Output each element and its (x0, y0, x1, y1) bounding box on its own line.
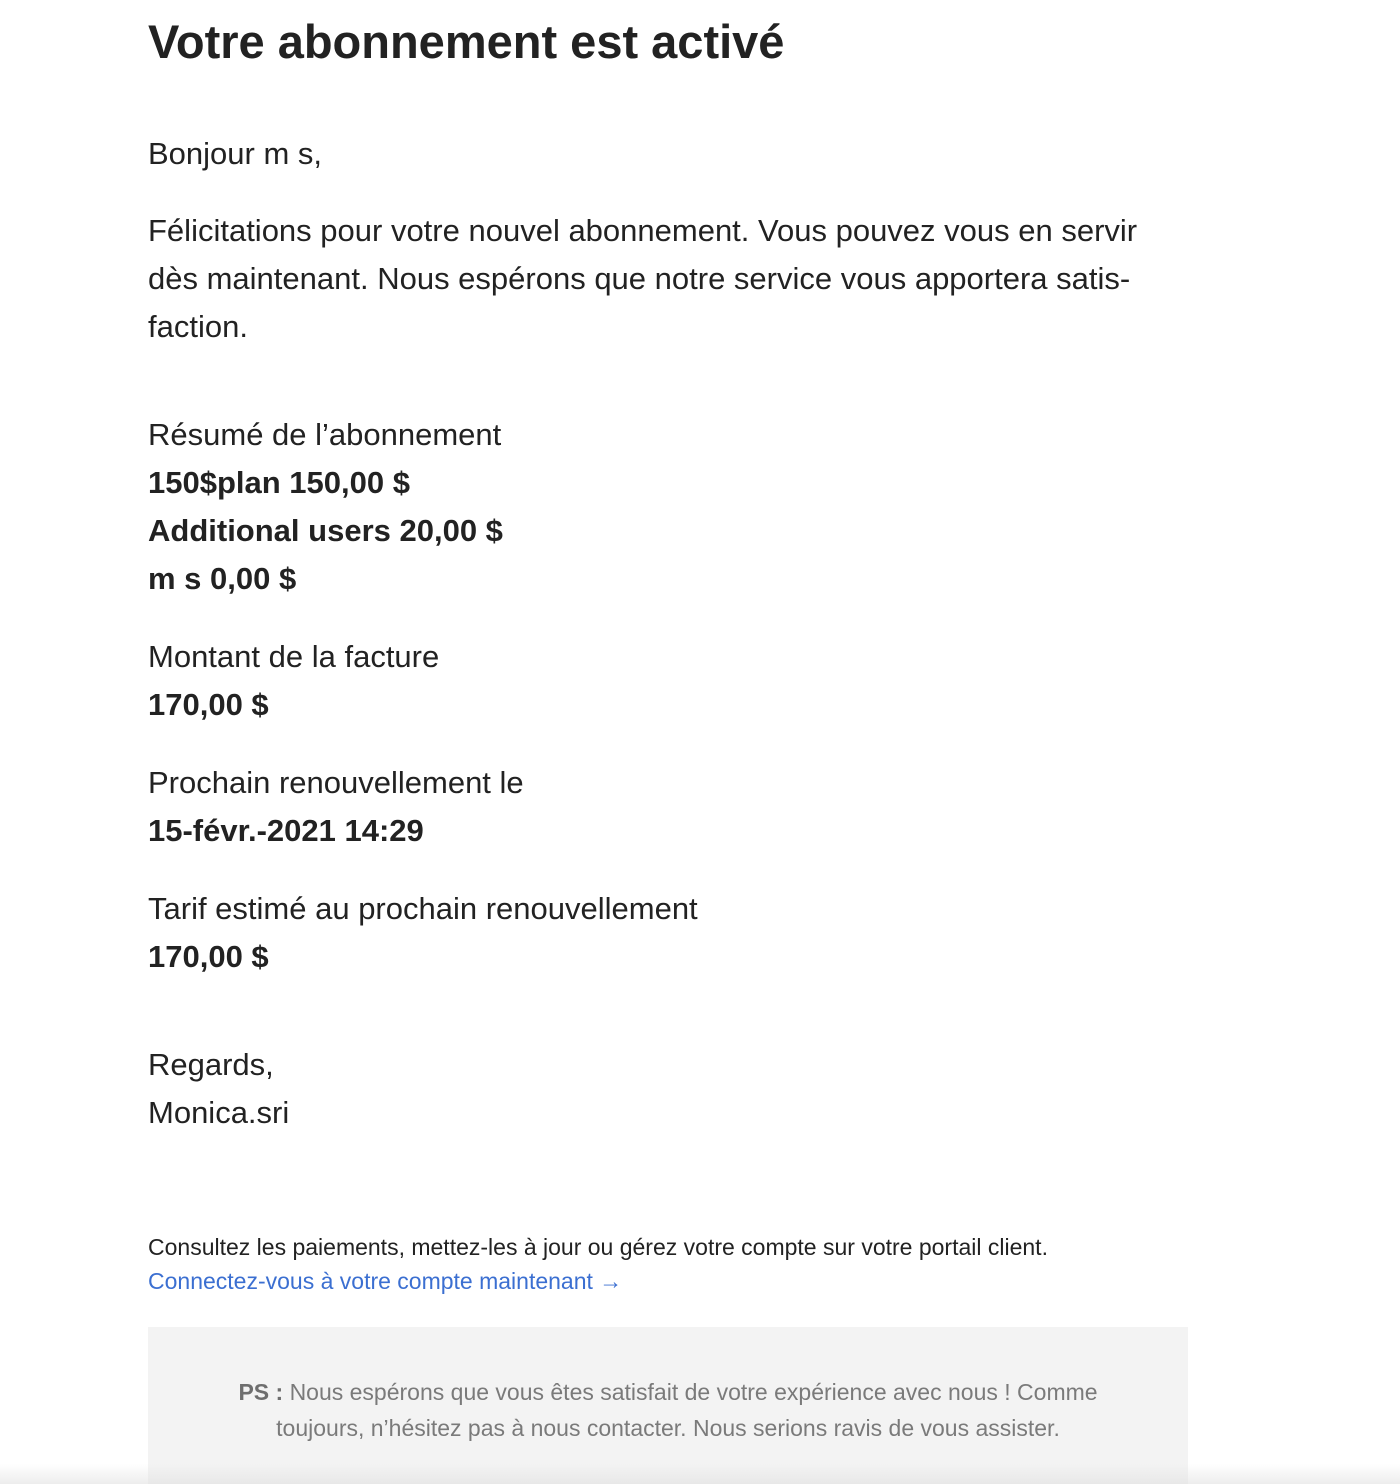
next-renewal (148, 759, 524, 855)
sender-name: Monica.sri (148, 1095, 290, 1130)
bottom-shadow (0, 1464, 1400, 1484)
email-title: Votre abonnement est activé (148, 15, 785, 68)
invoice-amount (148, 633, 439, 729)
summary-item: Additional users 20,00 $ (148, 513, 503, 548)
ps-label: PS : (238, 1379, 284, 1405)
intro-paragraph: Félicitations pour votre nouvel abonnement. Vous pouvez vous en servir dès maintenant. Nous espérons que notre service vous apportera satisfaction. (148, 213, 1138, 344)
renewal-value: 15-févr.-2021 14:29 (148, 813, 424, 848)
renewal-label: Prochain renouvellement le (148, 765, 524, 800)
signoff (148, 1041, 289, 1137)
portal-section (148, 1230, 1048, 1298)
summary-item: 150$plan 150,00 $ (148, 465, 410, 500)
login-link[interactable]: Connectez-vous à votre compte maintenant → (148, 1268, 623, 1294)
summary-label: Résumé de l’abonnement (148, 417, 502, 452)
estimated-rate (148, 885, 698, 981)
closing-text: Regards, (148, 1047, 274, 1082)
email-body (148, 0, 1188, 1441)
portal-text: Consultez les paiements, mettez-les à jour ou gérez votre compte sur votre portail client. (148, 1234, 1048, 1260)
estimate-value: 170,00 $ (148, 939, 269, 974)
estimate-label: Tarif estimé au prochain renouvellement (148, 891, 698, 926)
subscription-summary (148, 411, 503, 603)
ps-text: Nous espérons que vous êtes satisfait de votre expérience avec nous ! Comme toujours, n’hésitez pas à nous contacter. Nous serions ravis de vous assister. (276, 1379, 1098, 1441)
invoice-value: 170,00 $ (148, 687, 269, 722)
summary-item: m s 0,00 $ (148, 561, 297, 596)
ps-box (148, 1327, 1188, 1484)
greeting: Bonjour m s, (148, 136, 323, 171)
invoice-label: Montant de la facture (148, 639, 440, 674)
